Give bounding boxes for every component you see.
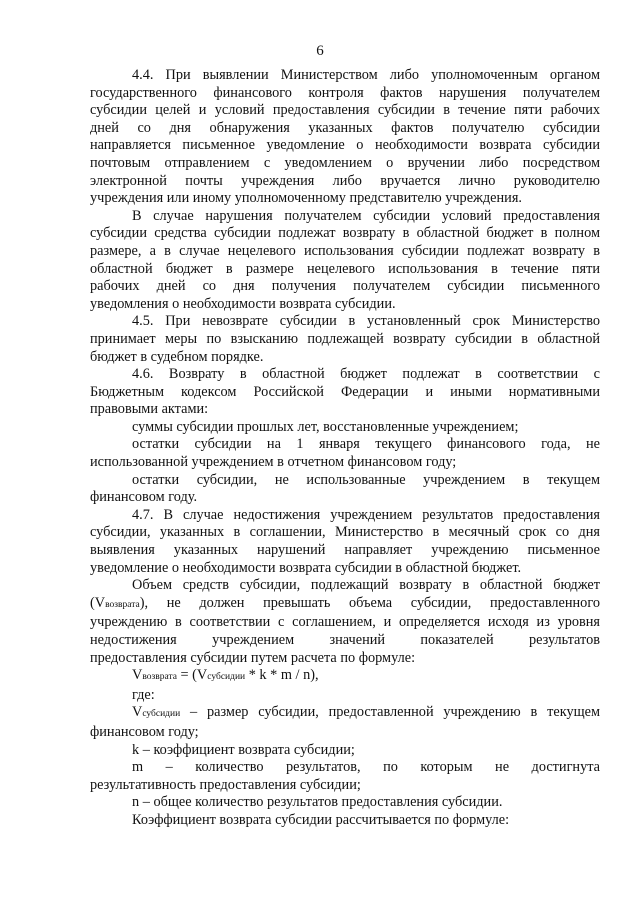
- closing-line: Коэффициент возврата субсидии рассчитывается по формуле:: [132, 811, 510, 828]
- paragraph-6-line-1: остатки субсидии на 1 января текущего финансового года, не: [132, 436, 600, 453]
- paragraph-2-line-4: областной бюджет в размере нецелевого использования в течение пяти: [90, 260, 600, 277]
- paragraph-8-line-1: 4.7. В случае недостижения учреждением результатов предоставления: [132, 506, 600, 523]
- paragraph-8-line-3: выявления указанных нарушений направляет учреждению письменное: [90, 542, 600, 559]
- volume-line-2: (Vвозврата), не должен превышать объема субсидии, предоставленного: [90, 594, 600, 611]
- paragraph-4-line-3: правовыми актами:: [90, 401, 209, 418]
- paragraph-6-line-2: использованной учреждением в отчетном финансовом году;: [90, 454, 457, 471]
- volume-line-3: учреждению в соответствии с соглашением, и определяется исходя из уровня: [90, 614, 600, 631]
- volume-line-5: предоставления субсидии путем расчета по формуле:: [90, 649, 416, 666]
- paragraph-1-line-6: почтовым отправлением с уведомлением о вручении либо посредством: [90, 154, 600, 171]
- paragraph-2-line-2: субсидии средства субсидии подлежат возврату в областной бюджет в полном: [90, 225, 600, 242]
- paragraph-1-line-7: электронной почты учреждения либо вручается лично руководителю: [90, 172, 600, 189]
- paragraph-1-line-1: 4.4. При выявлении Министерством либо уполномоченным органом: [132, 67, 600, 83]
- paragraph-1-line-8: учреждения или иному уполномоченному представителю учреждения.: [90, 190, 522, 207]
- paragraph-5-line-1: суммы субсидии прошлых лет, восстановленные учреждением;: [132, 418, 519, 435]
- where-label: где:: [132, 686, 155, 703]
- paragraph-2-line-6: уведомления о необходимости возврата субсидии.: [90, 295, 396, 312]
- paragraph-7-line-2: финансовом году.: [90, 489, 198, 506]
- volume-line-1: Объем средств субсидии, подлежащий возврату в областной бюджет: [132, 577, 600, 594]
- def-m-line-1: m – количество результатов, по которым не достигнута: [132, 759, 600, 776]
- paragraph-1-line-4: дней со дня обнаружения указанных фактов получателю субсидии: [90, 119, 600, 136]
- paragraph-1-line-5: направляется письменное уведомление о необходимости возврата субсидии: [90, 137, 600, 154]
- document-body: [90, 67, 600, 830]
- paragraph-3-line-1: 4.5. При невозврате субсидии в установленный срок Министерство: [132, 313, 600, 330]
- paragraph-7-line-1: остатки субсидии, не использованные учреждением в текущем: [132, 471, 600, 488]
- def-m-line-2: результативность предоставления субсидии;: [90, 776, 361, 793]
- paragraph-2-line-5: рабочих дней со дня получения получателем субсидии письменного: [90, 278, 600, 295]
- paragraph-4-line-2: Бюджетным кодексом Российской Федерации и иными нормативными: [90, 383, 600, 400]
- paragraph-8-line-4: уведомление о необходимости возврата субсидии в областной бюджет.: [90, 559, 522, 576]
- page-number: 6: [316, 43, 324, 59]
- def-v-line-2: финансовом году;: [90, 723, 199, 740]
- def-k: k – коэффициент возврата субсидии;: [132, 741, 355, 758]
- paragraph-3-line-2: принимает меры по взысканию подлежащей возврату субсидии в областной: [90, 330, 600, 347]
- def-n: n – общее количество результатов предоставления субсидии.: [132, 794, 503, 811]
- volume-line-4: недостижения учреждением значений показателей результатов: [90, 632, 600, 648]
- paragraph-list: [90, 67, 600, 577]
- paragraph-8-line-2: субсидии, указанных в соглашении, Министерство в месячный срок со дня: [90, 524, 600, 541]
- paragraph-2-line-3: размере, а в случае нецелевого использования субсидии подлежат возврату в: [90, 242, 600, 259]
- formula: Vвозврата = (Vсубсидии * k * m / n),: [132, 667, 319, 684]
- paragraph-3-line-3: бюджет в судебном порядке.: [90, 348, 264, 365]
- paragraph-1-line-2: государственного финансового контроля фактов нарушения получателем: [90, 84, 600, 101]
- paragraph-4-line-1: 4.6. Возврату в областной бюджет подлежат в соответствии с: [132, 366, 600, 383]
- paragraph-1-line-3: субсидии целей и условий предоставления субсидии в течение пяти рабочих: [90, 102, 600, 119]
- def-v-line-1: Vсубсидии – размер субсидии, предоставленной учреждению в текущем: [132, 704, 600, 721]
- paragraph-2-line-1: В случае нарушения получателем субсидии условий предоставления: [132, 207, 600, 224]
